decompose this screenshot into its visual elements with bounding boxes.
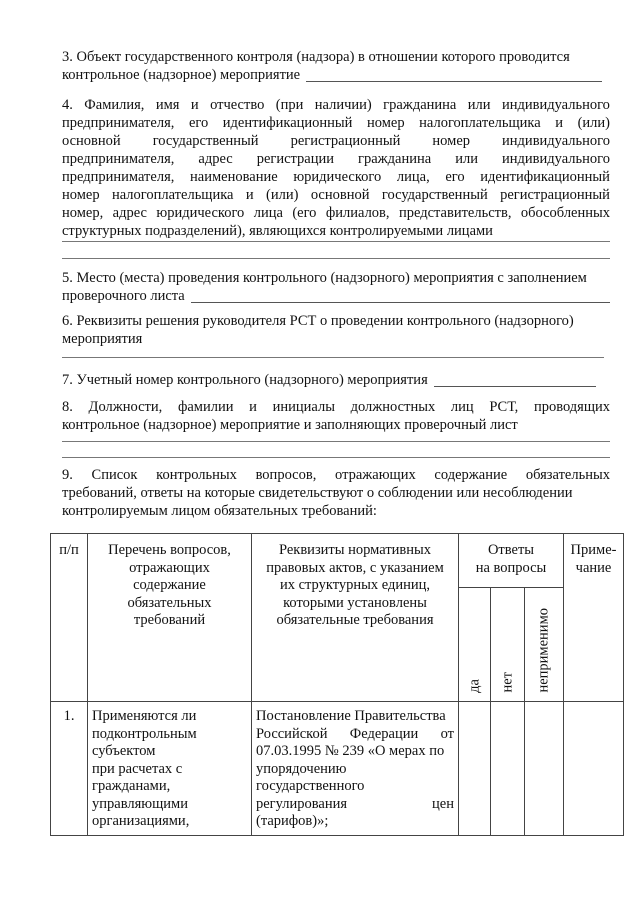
word: 9.	[62, 467, 73, 483]
word: индивидуального	[502, 133, 610, 149]
word: или	[467, 97, 491, 113]
word: адрес	[112, 205, 147, 221]
row-question: Применяются ли подконтрольным субъектом при расчетах с гражданами, управляющими организациями,	[88, 702, 252, 836]
word: гражданина	[383, 97, 457, 113]
word: адрес	[198, 151, 233, 167]
row-answer-no-cell[interactable]	[491, 702, 525, 836]
item3-line2	[62, 66, 610, 84]
word: и	[555, 115, 563, 131]
header-num: п/п	[51, 534, 88, 702]
word: представительств,	[398, 205, 512, 221]
word: налогоплательщика	[419, 115, 541, 131]
word: лиц	[450, 399, 474, 415]
word: лица	[253, 205, 283, 221]
word: Должности,	[88, 399, 163, 415]
item3-line1: 3. Объект государственного контроля (надзора) в отношении которого проводится	[62, 49, 570, 65]
item4-line3	[62, 132, 610, 150]
word: и	[249, 399, 257, 415]
word: инициалы	[272, 399, 335, 415]
word: предпринимателя,	[62, 115, 175, 131]
word: идентификационный	[222, 115, 353, 131]
item7-fill-line[interactable]	[434, 371, 596, 387]
word: (или)	[266, 187, 299, 203]
word: обособленных	[520, 205, 610, 221]
word: наименование	[190, 169, 278, 185]
table-row	[51, 702, 624, 836]
word: должностных	[350, 399, 436, 415]
item4-line8: структурных подразделений), являющихся контролируемыми лицами	[62, 223, 493, 239]
word: регулирования	[256, 795, 348, 812]
item3-label: контрольное (надзорное) мероприятие	[62, 67, 301, 83]
item8-fill-line-2[interactable]	[62, 457, 610, 458]
item4-line2	[62, 114, 610, 132]
item9-line3: контролируемым лицом обязательных требований:	[62, 503, 377, 519]
word: государственный	[152, 133, 259, 149]
word: идентификационный	[480, 169, 610, 185]
header-requisites: Реквизиты нормативных правовых актов, с указанием их структурных единиц, которыми установлены обязательные требования	[252, 534, 459, 702]
word: основной	[62, 133, 121, 149]
word: юридического	[156, 205, 245, 221]
row-answer-na-cell[interactable]	[525, 702, 564, 836]
item6-line2: мероприятия	[62, 331, 143, 347]
word: контрольных	[156, 467, 237, 483]
row-answer-yes-cell[interactable]	[459, 702, 491, 836]
header-answer-yes: да	[459, 588, 491, 702]
item5-label: проверочного листа	[62, 288, 185, 304]
word: индивидуального	[501, 97, 610, 113]
word: проводящих	[533, 399, 610, 415]
word: Список	[91, 467, 138, 483]
word: его	[188, 115, 209, 131]
word: содержание	[434, 467, 508, 483]
word: Федерации	[349, 725, 419, 742]
item7-line1	[62, 371, 610, 389]
word: фамилии	[177, 399, 234, 415]
header-questions: Перечень вопросов, отражающих содержание обязательных требований	[88, 534, 252, 702]
item6-fill-line[interactable]	[62, 357, 604, 358]
word: номер	[432, 133, 471, 149]
word: индивидуального	[502, 151, 610, 167]
word: от	[440, 725, 454, 742]
item8-fill-line-1[interactable]	[62, 441, 610, 442]
word: регистрационный	[290, 133, 401, 149]
word: регистрации	[256, 151, 335, 167]
item9-line1	[62, 466, 610, 484]
word: цен	[432, 795, 454, 812]
item4-line7	[62, 204, 610, 222]
word: 4.	[62, 97, 73, 113]
word: регистрационный	[500, 187, 610, 203]
item4-fill-line-2[interactable]	[62, 258, 610, 259]
item4-line6	[62, 186, 610, 204]
word: 8.	[62, 399, 73, 415]
word: имя	[155, 97, 180, 113]
word: лица,	[396, 169, 430, 185]
word: его	[445, 169, 465, 185]
word: или	[455, 151, 478, 167]
checklist-table	[50, 533, 624, 836]
word: налогоплательщика	[111, 187, 234, 203]
word: и	[190, 97, 199, 113]
word: Российской	[256, 725, 328, 742]
req-line-2	[256, 726, 454, 744]
header-answer-na: неприменимо	[525, 588, 564, 702]
row-num: 1.	[51, 702, 88, 836]
word: вопросов,	[255, 467, 317, 483]
word: основной	[310, 187, 370, 203]
word: предпринимателя,	[62, 169, 175, 185]
word: (при	[275, 97, 304, 113]
item7-label: 7. Учетный номер контрольного (надзорного) мероприятия	[62, 372, 428, 388]
item4-line1	[62, 96, 610, 114]
req-line-6	[256, 796, 454, 814]
word: номер	[62, 187, 100, 203]
word: юридического	[293, 169, 382, 185]
item8-line1	[62, 398, 610, 416]
row-requisites: Постановление Правительства Российской Федерации от 07.03.1995 № 239 «О мерах по упорядочению государственного регулирования цен (тарифов)»;	[252, 702, 459, 836]
item4-fill-line-1[interactable]	[62, 241, 610, 242]
word: Фамилия,	[84, 97, 145, 113]
word: (или)	[577, 115, 610, 131]
word: предпринимателя,	[62, 151, 175, 167]
header-answer-no: нет	[491, 588, 525, 702]
word: обязательных	[525, 467, 610, 483]
word: и	[245, 187, 254, 203]
header-answers: Ответы на вопросы	[459, 534, 564, 588]
item3-fill-line[interactable]	[306, 66, 602, 82]
word: наличии)	[314, 97, 372, 113]
item9-line2: требований, ответы на которые свидетельствуют о соблюдении или несоблюдении	[62, 485, 573, 501]
word: отчество	[210, 97, 265, 113]
word: (его	[292, 205, 317, 221]
word: гражданина	[358, 151, 432, 167]
item4-line4	[62, 150, 610, 168]
word: РСТ,	[489, 399, 519, 415]
header-notes: Приме- чание	[564, 534, 624, 702]
item8-line2: контрольное (надзорное) мероприятие и заполняющих проверочный лист	[62, 417, 518, 433]
word: государственный	[381, 187, 488, 203]
item5-line1: 5. Место (места) проведения контрольного (надзорного) мероприятия с заполнением	[62, 270, 587, 286]
item6-line1: 6. Реквизиты решения руководителя РСТ о проведении контрольного (надзорного)	[62, 313, 574, 329]
item5-line2	[62, 287, 610, 305]
item4-line5	[62, 168, 610, 186]
item5-fill-line[interactable]	[191, 287, 610, 303]
word: номер,	[62, 205, 104, 221]
word: филиалов,	[325, 205, 390, 221]
word: номер	[366, 115, 405, 131]
row-notes-cell[interactable]	[564, 702, 624, 836]
word: отражающих	[335, 467, 416, 483]
